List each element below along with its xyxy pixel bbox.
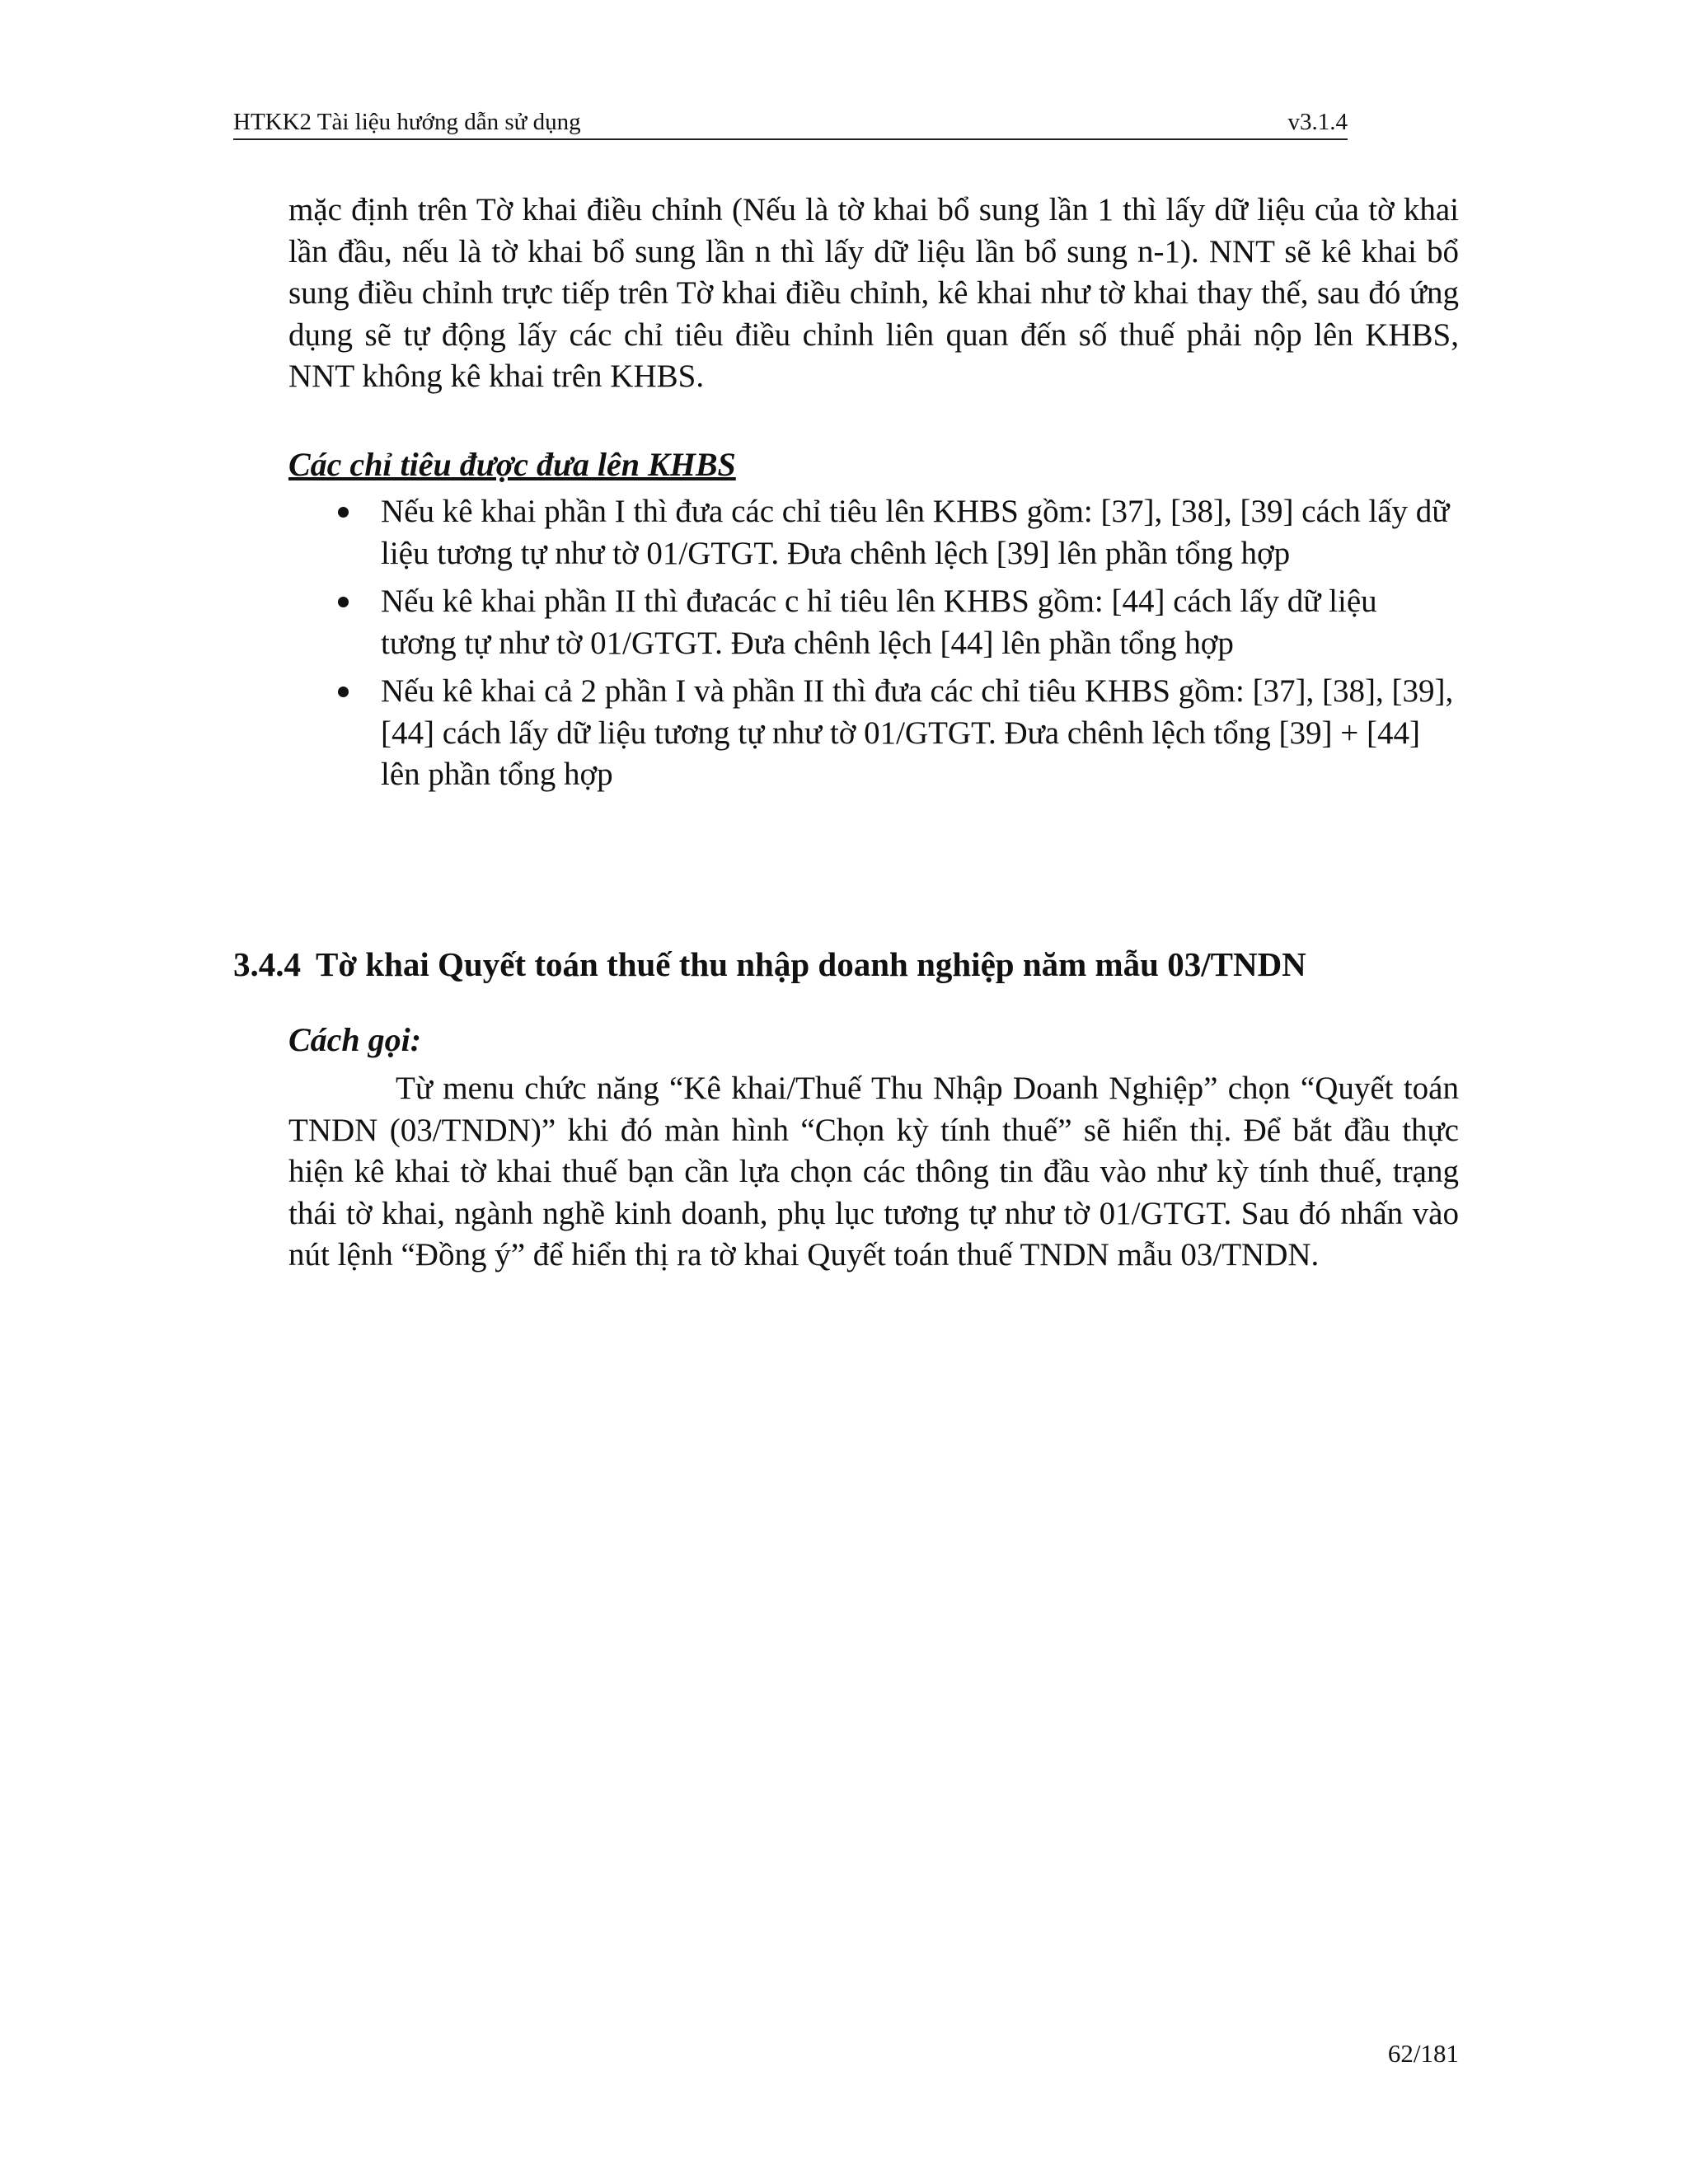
list-item-text: Nếu kê khai cả 2 phần I và phần II thì đưa các chỉ tiêu KHBS gồm: [37], [38], [39], [44] cách lấy dữ liệu tương tự như tờ 01/GTGT. Đưa chênh lệch tổng [39] + [44] lên phần tổng hợp <box>381 673 1454 792</box>
khbs-heading: Các chỉ tiêu được đưa lên KHBS <box>288 446 736 483</box>
page-header <box>233 105 1348 140</box>
list-item-text: Nếu kê khai phần I thì đưa các chỉ tiêu lên KHBS gồm: [37], [38], [39] cách lấy dữ liệu tương tự như tờ 01/GTGT. Đưa chênh lệch [39] lên phần tổng hợp <box>381 494 1450 571</box>
section-title: Tờ khai Quyết toán thuế thu nhập doanh nghiệp năm mẫu 03/TNDN <box>316 945 1306 983</box>
section-number: 3.4.4 <box>233 945 301 983</box>
bullet-icon <box>338 597 349 607</box>
list-item <box>330 581 1459 664</box>
document-title: HTKK2 Tài liệu hướng dẫn sử dụng <box>233 109 581 135</box>
khbs-bullet-list <box>330 491 1459 803</box>
page-number: 62/181 <box>1387 2039 1459 2068</box>
how-to-call-paragraph: Từ menu chức năng “Kê khai/Thuế Thu Nhập Doanh Nghiệp” chọn “Quyết toán TNDN (03/TNDN)” khi đó màn hình “Chọn kỳ tính thuế” sẽ hiển thị. Để bắt đầu thực hiện kê khai tờ khai thuế bạn cần lựa chọn các thông tin đầu vào như kỳ tính thuế, trạng thái tờ khai, ngành nghề kinh doanh, phụ lục tương tự như tờ 01/GTGT. Sau đó nhấn vào nút lệnh “Đồng ý” để hiển thị ra tờ khai Quyết toán thuế TNDN mẫu 03/TNDN. <box>288 1071 1459 1272</box>
how-to-call-heading: Cách gọi: <box>288 1021 422 1058</box>
list-item <box>330 491 1459 574</box>
document-version: v3.1.4 <box>1287 109 1348 135</box>
list-item <box>330 671 1459 796</box>
intro-paragraph: mặc định trên Tờ khai điều chỉnh (Nếu là tờ khai bổ sung lần 1 thì lấy dữ liệu của tờ khai lần đầu, nếu là tờ khai bổ sung lần n thì lấy dữ liệu lần bổ sung n-1). NNT sẽ kê khai bổ sung điều chỉnh trực tiếp trên Tờ khai điều chỉnh, kê khai như tờ khai thay thế, sau đó ứng dụng sẽ tự động lấy các chỉ tiêu điều chỉnh liên quan đến số thuế phải nộp lên KHBS, NNT không kê khai trên KHBS. <box>288 192 1459 394</box>
bullet-icon <box>338 687 349 697</box>
section-heading <box>233 944 1306 984</box>
bullet-icon <box>338 507 349 518</box>
list-item-text: Nếu kê khai phần II thì đưacác c hỉ tiêu lên KHBS gồm: [44] cách lấy dữ liệu tương tự như tờ 01/GTGT. Đưa chênh lệch [44] lên phần tổng hợp <box>381 583 1377 661</box>
